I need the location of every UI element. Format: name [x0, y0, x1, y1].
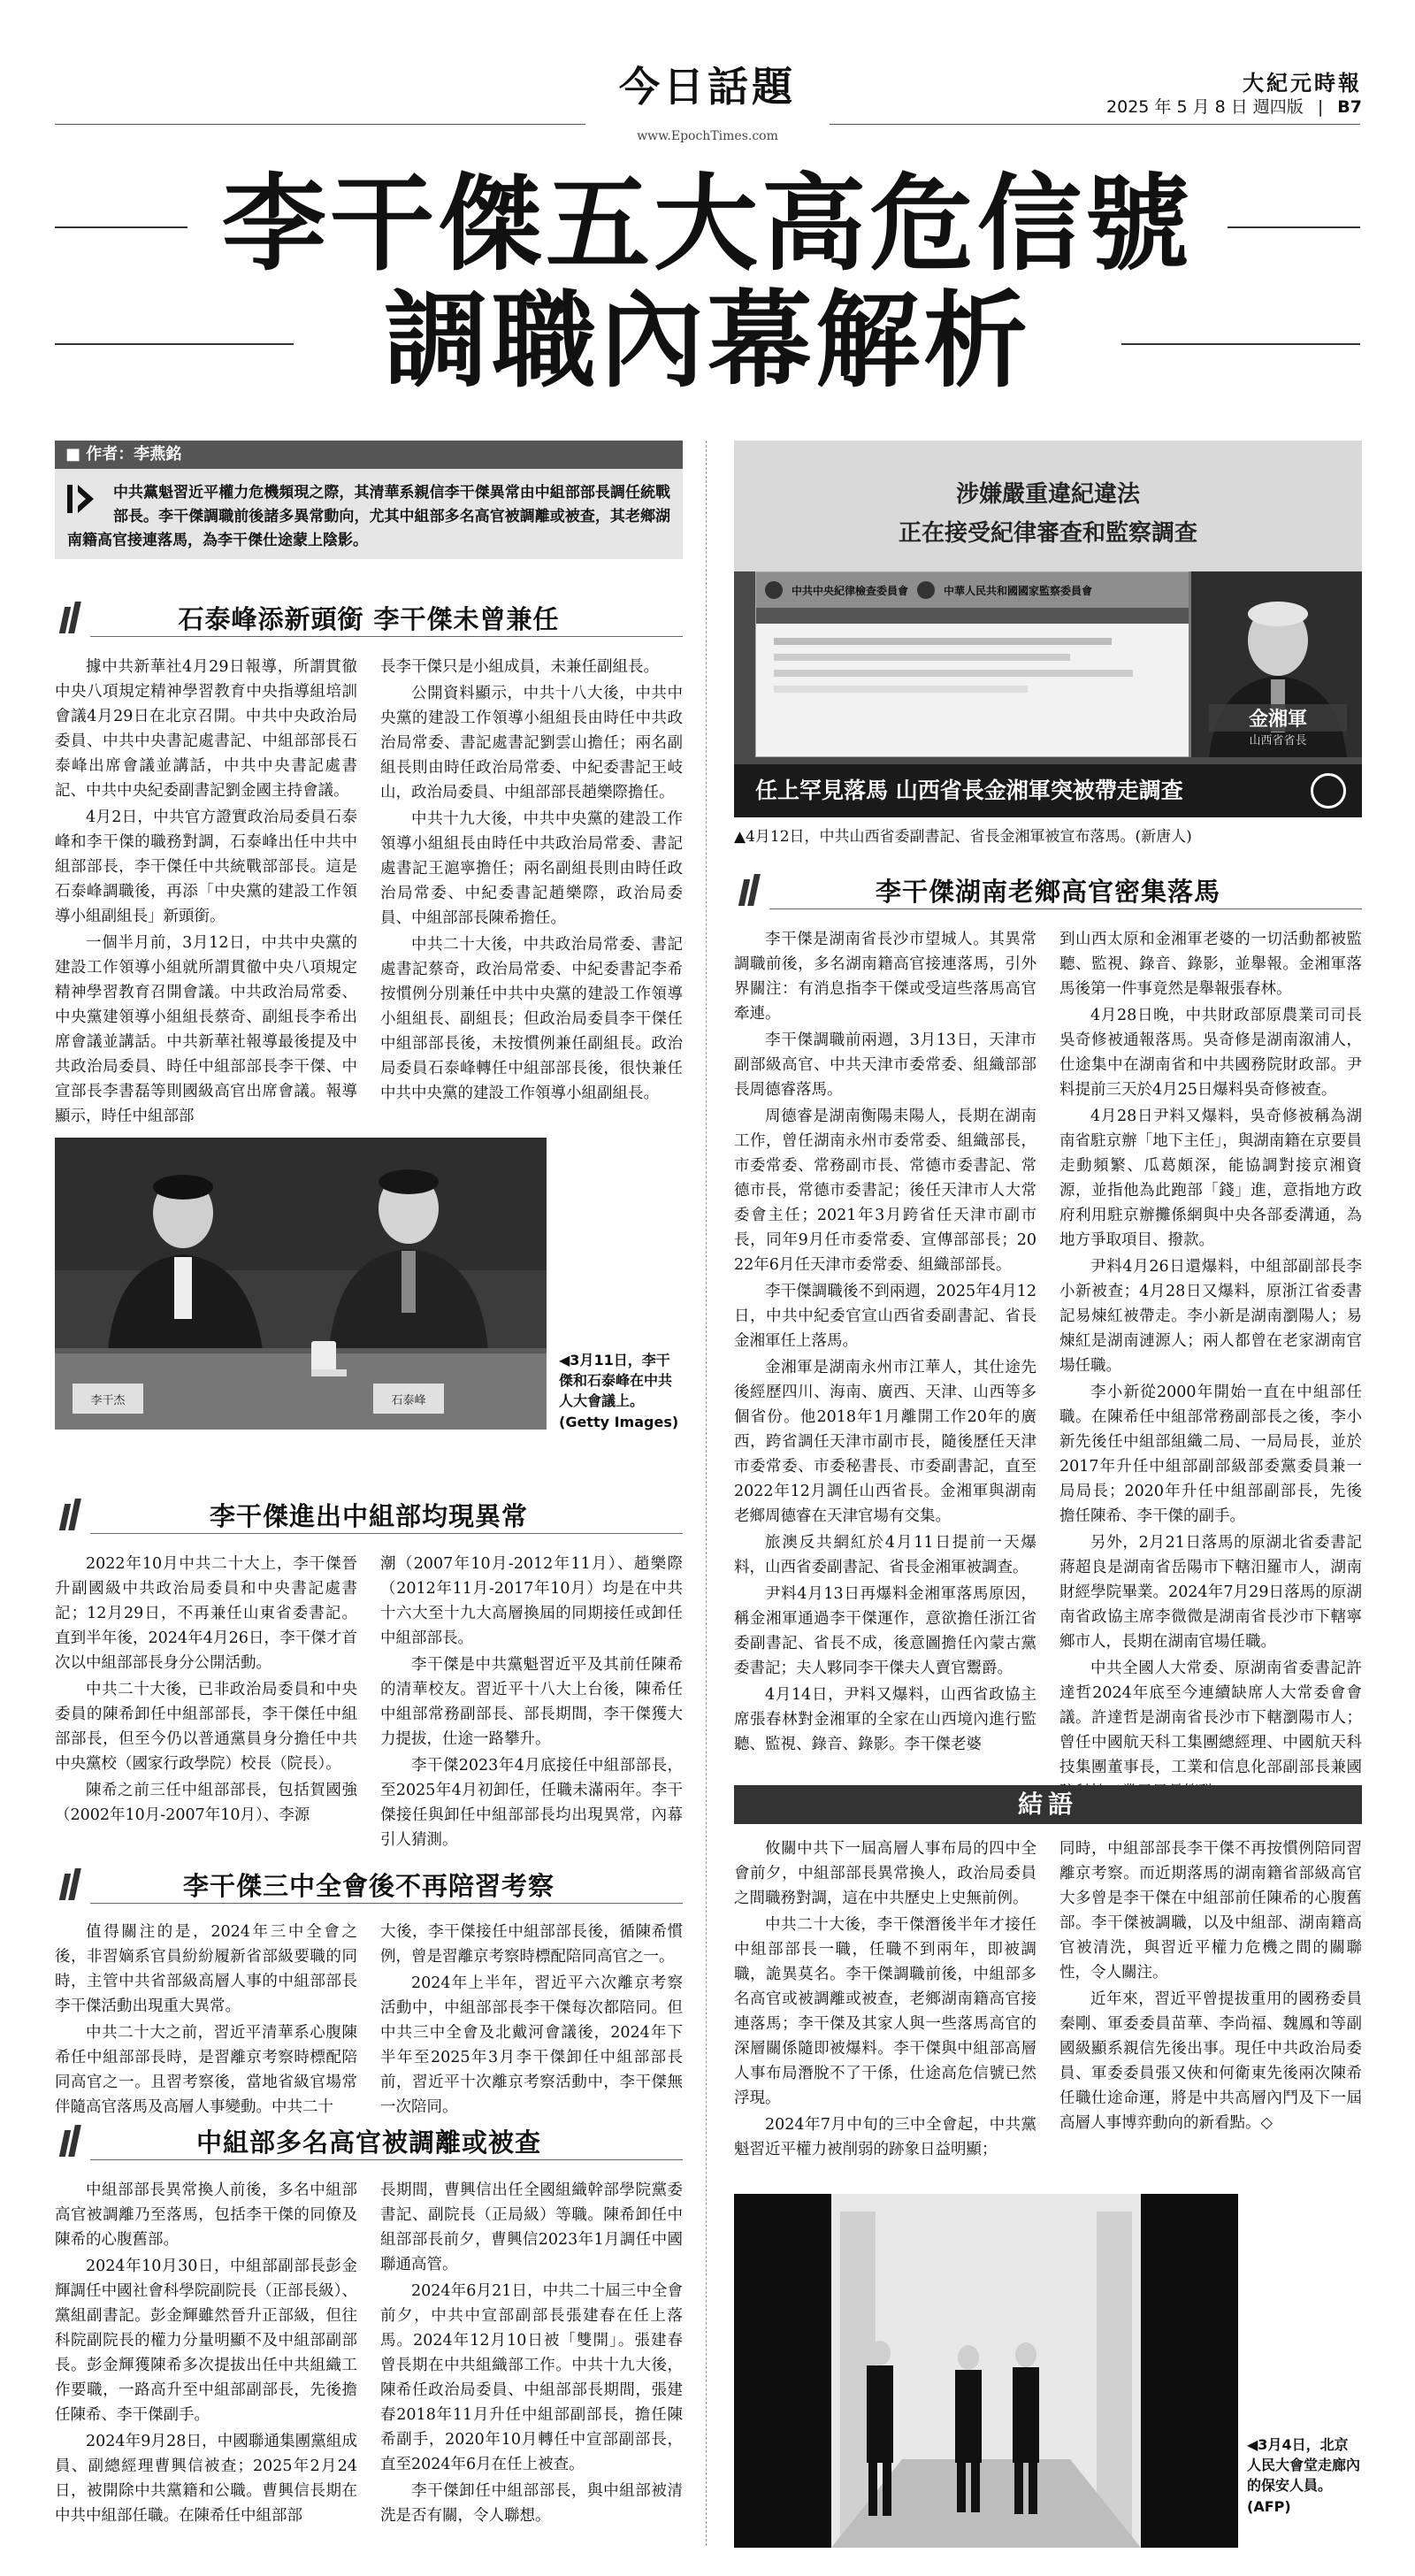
- section2-col1: [55, 1552, 357, 1835]
- section5-body: [734, 927, 1362, 1778]
- paragraph: 值得關注的是，2024年三中全會之後，非習嫡系官員紛紛履新省部級要職的同時，主管中共省部級高層人事的中組部部長李干傑活動出現重大異常。: [55, 1923, 357, 2015]
- page-number: B7: [1337, 97, 1362, 117]
- paragraph: 尹料4月26日還爆料，中組部副部長李小新被查；4月28日又爆料，原浙江省委書記易煉紅被帶走。李小新是湖南瀏陽人；易煉紅是湖南漣源人；兩人都曾在老家湖南官場任職。: [1059, 1258, 1362, 1375]
- headline: [0, 150, 1415, 416]
- nameplate-left: 李干杰: [90, 1394, 126, 1407]
- section1-col1: [55, 655, 357, 1125]
- heading-rule: [769, 908, 1362, 909]
- section3-title: 李干傑三中全會後不再陪習考察: [182, 1870, 555, 1901]
- paragraph: 潮（2007年10月-2012年11月）、趙樂際（2012年11月-2017年10月）均是在中共十六大至十九大高層換屆的同期接任或卸任中組部部長。: [380, 1555, 683, 1647]
- site-header-bar: [756, 572, 1214, 608]
- photo2-caption: ▲4月12日，中共山西省委副書記、省長金湘軍被宣布落馬。(新唐人): [734, 828, 1192, 846]
- section5-heading: [734, 869, 1362, 911]
- heading-rule: [90, 636, 683, 637]
- conclusion-col1: [734, 1836, 1036, 2190]
- paragraph: 公開資料顯示，中共十八大後，中共中央黨的建設工作領導小組組長由時任中共政治局常委、書記處書記劉雲山擔任；兩名副組長則由時任政治局常委、中紀委書記王岐山，政治局委員、中組部部長趙樂際擔任。: [380, 685, 683, 801]
- paragraph: 2024年9月28日，中國聯通集團黨組成員、副總經理曹興信被查；2025年2月24日，被開除中共黨籍和公職。曹興信長期在中共中組部任職。在陳希任中組部部: [55, 2433, 357, 2525]
- paragraph: 4月14日，尹料又爆料，山西省政協主席張春林對金湘軍的全家在山西境內進行監聽、監視、錄音、錄影。李干傑老婆: [734, 1686, 1036, 1753]
- section4-title: 中組部多名高官被調離或被查: [195, 2127, 541, 2158]
- column-divider: [706, 441, 707, 2546]
- site-nav-bar: [756, 608, 1214, 624]
- heading-rule: [90, 1533, 683, 1534]
- section2-col2: [380, 1552, 683, 1849]
- paragraph: 4月28日晚，中共財政部原農業司司長吳奇修被通報落馬。吳奇修是湖南溆浦人，仕途集中在湖南省和中共國務院財政部。尹料提前三天於4月25日爆料吳奇修被查。: [1059, 1007, 1362, 1099]
- lead-arrow-icon: [67, 481, 106, 517]
- paragraph: 中共全國人大常委、原湖南省委書記許達哲2024年底至今連續缺席人大常委會會議。許達哲是湖南省長沙市下轄瀏陽市人；曾任中國航天科工集團總經理、中國航天科技集團董事長，工業和信息化部副部長兼國: [1059, 1660, 1362, 1776]
- nameplate-right: 石泰峰: [391, 1394, 426, 1407]
- paragraph: 4月2日，中共官方證實政治局委員石泰峰和李干傑的職務對調，石泰峰出任中共中組部部長，李干傑任中共統戰部部長。這是石泰峰調職後，再添「中央黨的建設工作領導小組副組長」新頭銜。: [55, 809, 357, 925]
- section1-heading: [55, 596, 683, 639]
- section2-title: 李干傑進出中組部均現異常: [209, 1500, 528, 1531]
- banner-line1: 涉嫌嚴重違紀違法: [955, 481, 1140, 508]
- portrait-inset: [1189, 571, 1362, 757]
- nametag-title: 山西省省長: [1249, 734, 1307, 748]
- divider-bar: |: [1317, 97, 1324, 117]
- conclusion-col2: [1059, 1836, 1362, 2190]
- photo-great-hall: [734, 2194, 1238, 2548]
- headline-rule-l1: [55, 226, 187, 228]
- photo-li-shi: [55, 1138, 547, 1430]
- heading-mark-icon: [58, 2123, 85, 2158]
- section1-title: 石泰峰添新頭銜 李干傑未曾兼任: [178, 603, 560, 634]
- paragraph: 尹料4月13日再爆料金湘軍落馬原因，稱金湘軍通過李干傑運作，意欲擔任浙江省委副書記、省長不成，後意圖擔任內蒙古黨委書記；夫人夥同李干傑夫人賣官鬻爵。: [734, 1585, 1036, 1677]
- section5-col2: [1059, 927, 1362, 1778]
- paragraph: 金湘軍是湖南永州市江華人，其仕途先後經歷四川、海南、廣西、天津、山西等多個省份。他2018年1月離開工作20年的廣西，跨省調任天津市副市長，隨後歷任天津市委常委、市委秘書長、市委副書記，直至2022年12月調任山西省長。金湘軍與湖南老鄉周德睿在天津官場有交集。: [734, 1359, 1036, 1525]
- paragraph: 長李干傑只是小組成員，未兼任副組長。: [380, 658, 659, 676]
- corridor-illustration: [734, 2194, 1238, 2548]
- heading-mark-icon: [58, 600, 85, 635]
- bottom-banner: [734, 764, 1362, 817]
- paragraph: 中共二十大後，李干傑潛後半年才接任中組部部長一職，任職不到兩年，即被調職，詭異莫名。李干傑調職前後，中組部多名高官或被調離或被查，老鄉湖南籍高官接連落馬；李干傑及其家人與一些落馬高官的深層關係隨即被爆料。李干傑與中組部高層人事布局潛脫不了干係，仕途高危信號已然浮現。: [734, 1916, 1036, 2107]
- emblem-icon: [917, 581, 935, 599]
- header-rule-right: [830, 124, 1360, 125]
- headline-line2: 調職內幕解析: [383, 279, 1031, 402]
- header-rule-left: [55, 124, 585, 125]
- paragraph: 另外，2月21日落馬的原湖北省委書記蔣超良是湖南省岳陽市下轄汨羅市人，湖南財經學院畢業。2024年7月29日落馬的原湖南省政協主席李微微是湖南省長沙市下轄寧鄉市人，長期在湖南官場任職。: [1059, 1534, 1362, 1651]
- bottom-banner-text: 任上罕見落馬 山西省長金湘軍突被帶走調查: [755, 778, 1183, 803]
- section5-title: 李干傑湖南老鄉高官密集落馬: [875, 876, 1220, 907]
- section-title: 今日話題: [619, 63, 796, 111]
- site-name-1: 中共中央紀律檢查委員會: [792, 584, 909, 597]
- paragraph: 中共二十大後，已非政治局委員和中央委員的陳希卸任中組部部長，李干傑任中組部部長，但至今仍以普通黨員身分擔任中共中央黨校（國家行政學院）校長（院長）。: [55, 1681, 357, 1773]
- paragraph: 中共二十大後，中共政治局常委、書記處書記蔡奇，政治局常委、中紀委書記李希按慣例分別兼任中共中央黨的建設工作領導小組組長、副組長；但政治局委員李干傑任中組部部長後，未按慣例兼任副組長。政治局委員石泰峰轉任中組部部長後，很快兼任中共中央黨的建設工作領導小組副組長。: [380, 936, 683, 1102]
- heading-rule: [90, 2159, 683, 2160]
- paragraph: 李干傑卸任中組部部長，與中組部被清洗是否有關，令人聯想。: [380, 2482, 683, 2525]
- issue-date: [1044, 94, 1362, 118]
- headline-rule-r2: [1121, 343, 1360, 345]
- paragraph: 旅澳反共網紅於4月11日提前一天爆料，山西省委副書記、省長金湘軍被調查。: [734, 1534, 1036, 1576]
- banner-line2: 正在接受紀律審查和監察調查: [898, 520, 1197, 547]
- heading-mark-icon: [738, 872, 764, 908]
- photo3-caption: ◀3月4日，北京人民大會堂走廊內的保安人員。(AFP): [1247, 2436, 1361, 2515]
- section3-heading: [55, 1863, 683, 1905]
- section4-col2: [380, 2178, 683, 2549]
- section2-heading: [55, 1493, 683, 1536]
- conclusion-body: [734, 1836, 1362, 2190]
- heading-mark-icon: [58, 1867, 85, 1902]
- conclusion-title: 結語: [1017, 1790, 1078, 1819]
- byline-bar: [55, 441, 683, 469]
- paragraph: 攸關中共下一屆高層人事布局的四中全會前夕，中組部部長異常換人，政治局委員之間職務對調，這在中共歷史上史無前例。: [734, 1840, 1036, 1907]
- paragraph: 李干傑調職前兩週，3月13日，天津市副部級高官、中共天津市委常委、組織部部長周德睿落馬。: [734, 1031, 1036, 1099]
- paragraph: 到山西太原和金湘軍老婆的一切活動都被監聽、監視、錄音、錄影，並舉報。金湘軍落馬後第一件事竟然是舉報張春林。: [1059, 931, 1362, 998]
- paragraph: 李干傑調職後不到兩週，2025年4月12日，中共中紀委官宣山西省委副書記、省長金湘軍任上落馬。: [734, 1283, 1036, 1350]
- paragraph: 2024年6月21日，中共二十屆三中全會前夕，中共中宣部副部長張建春在任上落馬。2024年12月10日被「雙開」。張建春曾長期在中共組織部工作。中共十九大後，陳希任政治局委員、中組部部長期間，張建春2018年11月升任中組部副部長，擔任陳希副手，2020年10月轉任中宣部副部長，直至2024年6月在任上被查。: [380, 2282, 683, 2473]
- paragraph: 中共二十大之前，習近平清華系心腹陳希任中組部部長時，是習離京考察時標配陪同高官之一。且習考察後，當地省級官場常伴隨高官落馬及高層人事變動。中共二十: [55, 2024, 357, 2116]
- section5-col1: [734, 927, 1036, 1778]
- text-line: [774, 670, 1133, 677]
- site-url: www.EpochTimes.com: [637, 129, 778, 143]
- heading-rule: [90, 1903, 683, 1904]
- section1-body: [55, 655, 683, 1125]
- paragraph: 李干傑是湖南省長沙市望城人。其異常調職前後，多名湖南籍高官接連落馬，引外界關注：有消息指李干傑或受這些落馬高官牽連。: [734, 931, 1036, 1023]
- masthead-logo: 大紀元時報: [1243, 70, 1362, 96]
- section3-col1: [55, 1920, 357, 2116]
- date-text: 2025 年 5 月 8 日 週四版: [1106, 97, 1304, 117]
- paragraph: 陳希之前三任中組部部長，包括賀國強（2002年10月-2007年10月）、李源: [55, 1782, 357, 1824]
- section1-col2: [380, 655, 683, 1115]
- paragraph: 2024年7月中旬的三中全會起，中共黨魁習近平權力被削弱的跡象日益明顯；: [734, 2116, 1036, 2158]
- section2-body: [55, 1552, 683, 1849]
- section4-heading: [55, 2120, 683, 2162]
- paragraph: 同時，中組部部長李干傑不再按慣例陪同習離京考察。而近期落馬的湖南籍省部級高官大多曾是李干傑在中組部前任陳希的心腹舊部。李干傑被調職，以及中組部、湖南籍高官被清洗，與習近平權力危機之間的關聯性，令人關注。: [1059, 1840, 1362, 1982]
- paragraph: 李小新從2000年開始一直在中組部任職。在陳希任中組部常務副部長之後，李小新先後任中組部組織二局、一局局長，並於2017年升任中組部副部級部委黨委員兼一局局長；2020年升任中組部副部長，先後擔任陳希、李干傑的副手。: [1059, 1384, 1362, 1525]
- paragraph: 長期間，曹興信出任全國組織幹部學院黨委書記、副院長（正局級）等職。陳希卸任中組部部長前夕，曹興信2023年1月調任中國聯通高管。: [380, 2181, 683, 2273]
- paragraph: 李干傑是中共黨魁習近平及其前任陳希的清華校友。習近平十八大上台後，陳希任中組部常務副部長、部長期間，李干傑獲大力提拔，仕途一路攀升。: [380, 1656, 683, 1748]
- paragraph: 據中共新華社4月29日報導，所謂貫徹中央八項規定精神學習教育中央指導組培訓會議4月29日在北京召開。中共中央政治局委員、中共中央書記處書記、中組部部長石泰峰出席會議並講話，中共中央書記處書記、中共中央紀委副書記劉金國主持會議。: [55, 658, 357, 800]
- paragraph: 一個半月前，3月12日，中共中央黨的建設工作領導小組就所謂貫徹中央八項規定精神學習教育召開會議。中共政治局常委、中央黨建領導小組組長蔡奇、副組長李希出席會議並講話。中共新華社報導最後提及中共政治局委員、時任中組部部長李干傑、中宣部長李書磊等則國級高官出席會議。報導顯示，時任中組部部: [55, 934, 357, 1125]
- paragraph: 李干傑2023年4月底接任中組部部長，至2025年4月初卸任，任職未滿兩年。李干傑接任與卸任中組部部長均出現異常，內幕引人猜測。: [380, 1757, 683, 1849]
- paragraph: 中組部部長異常換人前後，多名中組部高官被調離乃至落馬，包括李干傑的同僚及陳希的心腹舊部。: [55, 2181, 357, 2249]
- paragraph: 2024年上半年，習近平六次離京考察活動中，中組部部長李干傑每次都陪同。但中共三中全會及北戴河會議後，2024年下半年至2025年3月李干傑卸任中組部部長前，習近平十次離京考察活動中，李干傑無一次陪同。: [380, 1974, 683, 2116]
- text-line: [774, 638, 1112, 645]
- photo-officials-illustration: [55, 1138, 547, 1430]
- photo1-caption: ◀3月11日，李干傑和石泰峰在中共人大會議上。(Getty Images): [559, 1352, 679, 1430]
- emblem-icon: [765, 581, 783, 599]
- channel-logo-icon: [1311, 773, 1346, 809]
- paragraph: 4月28日尹料又爆料，吳奇修被稱為湖南省駐京辦「地下主任」，與湖南籍在京要員走動頻繁、瓜葛頗深，能協調對接京湘資源，並指他為此跑部「錢」進，意指地方政府利用駐京辦攤係網與中央各部委溝通，為地方爭取項目、撥款。: [1059, 1108, 1362, 1249]
- paragraph: 大後，李干傑接任中組部部長後，循陳希慣例，曾是習離京考察時標配陪同高官之一。: [380, 1923, 683, 1966]
- nametag-name: 金湘軍: [1209, 704, 1347, 732]
- headline-line1: 李干傑五大高危信號: [221, 162, 1193, 285]
- site-name-2: 中華人民共和國國家監察委員會: [944, 584, 1093, 597]
- photo-jin-xiangjun: [734, 441, 1362, 817]
- lead-text: 中共黨魁習近平權力危機頻現之際，其清華系親信李干傑異常由中組部部長調任統戰部長。李干傑調職前後諸多異常動向，尤其中組部多名高官被調離或被查，其老鄉湖南籍高官接連落馬，為李干傑仕途蒙上陰影。: [67, 484, 670, 550]
- paragraph: 2024年10月30日，中組部副部長彭金輝調任中國社會科學院副院長（正部長級）、黨組副書記。彭金輝雖然晉升正部級，但往科院副院長的權力分量明顯不及中組部副部長。彭金輝獲陳希多次提拔出任中共組織工作要職，一路高升至中組部副部長，先後擔任陳希、李干傑副手。: [55, 2258, 357, 2424]
- lead-box: [55, 469, 683, 559]
- text-line: [774, 654, 1070, 661]
- conclusion-heading: [734, 1785, 1362, 1824]
- headline-rule-l2: [55, 343, 294, 345]
- heading-mark-icon: [58, 1497, 85, 1532]
- paragraph: 周德睿是湖南衡陽耒陽人，長期在湖南工作，曾任湖南永州市委常委、組織部長，市委常委、常務副市長、常德市委書記、常德市長，常德市委書記；後任天津市人大常委會主任；2021年3月跨省任天津市副市長，同年9月任市委常委、宣傳部部長；2022年6月任天津市委常委、組織部部長。: [734, 1108, 1036, 1274]
- paragraph: 中共十九大後，中共中央黨的建設工作領導小組組長由時任中共政治局常委、書記處書記王滬寧擔任；兩名副組長則由時任政治局常委、中紀委書記趙樂際，政治局委員、中組部部長陳希擔任。: [380, 810, 683, 927]
- site-body: [756, 624, 1214, 707]
- section3-body: [55, 1920, 683, 2116]
- paragraph: 2022年10月中共二十大上，李干傑晉升副國級中共政治局委員和中央書記處書記；12月29日，不再兼任山東省委書記。直到半年後，2024年4月26日，李干傑才首次以中組部部長身分公開活動。: [55, 1555, 357, 1672]
- section3-col2: [380, 1920, 683, 2116]
- section4-col1: [55, 2178, 357, 2549]
- section4-body: [55, 2178, 683, 2549]
- paragraph: 近年來，習近平曾提拔重用的國務委員秦剛、軍委委員苗華、李尚福、魏鳳和等副國級顯系親信先後出事。現任中共政治局委員、軍委委員張又俠和何衛東先後兩次陳希任職仕途命運，將是中共高層內鬥及下一屆高層人事博弈動向的新看點。◇: [1059, 1990, 1362, 2132]
- byline-text: ■ 作者：李燕銘: [65, 445, 182, 464]
- text-line: [774, 686, 1028, 693]
- page-header: [0, 0, 1415, 150]
- headline-rule-r1: [1228, 226, 1360, 228]
- website-screenshot: [755, 571, 1215, 757]
